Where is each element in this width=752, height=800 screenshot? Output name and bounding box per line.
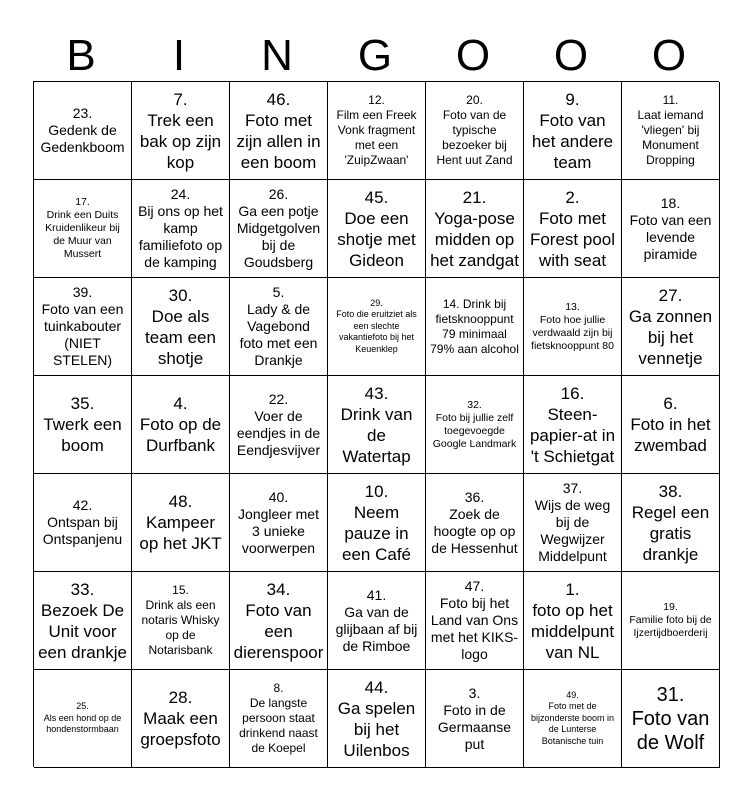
bingo-cell[interactable]: 24. Bij ons op het kamp familiefoto op de kamping	[132, 180, 230, 278]
bingo-cell[interactable]: 9. Foto van het andere team	[524, 82, 622, 180]
bingo-cell[interactable]: 10. Neem pauze in een Café	[328, 474, 426, 572]
bingo-cell[interactable]: 21. Yoga-pose midden op het zandgat	[426, 180, 524, 278]
bingo-cell[interactable]: 37. Wijs de weg bij de Wegwijzer Middelpunt	[524, 474, 622, 572]
bingo-cell[interactable]: 14. Drink bij fietsknooppunt 79 minimaal 79% aan alcohol	[426, 278, 524, 376]
bingo-cell[interactable]: 46. Foto met zijn allen in een boom	[230, 82, 328, 180]
bingo-cell[interactable]: 40. Jongleer met 3 unieke voorwerpen	[230, 474, 328, 572]
header-letter-b: B	[66, 31, 98, 80]
bingo-cell[interactable]: 25. Als een hond op de hondenstormbaan	[34, 670, 132, 768]
bingo-cell[interactable]: 26. Ga een potje Midgetgolven bij de Goudsberg	[230, 180, 328, 278]
header-letter-i: I	[172, 31, 188, 80]
bingo-cell[interactable]: 35. Twerk een boom	[34, 376, 132, 474]
bingo-header	[33, 30, 719, 82]
header-letter-g: G	[357, 31, 395, 80]
header-letter-n: N	[261, 31, 295, 80]
bingo-cell[interactable]: 27. Ga zonnen bij het vennetje	[622, 278, 720, 376]
bingo-cell[interactable]: 39. Foto van een tuinkabouter (NIET STELEN)	[34, 278, 132, 376]
bingo-cell[interactable]: 29. Foto die eruitziet als een slechte vakantiefoto bij het Keuenklep	[328, 278, 426, 376]
bingo-cell[interactable]: 30. Doe als team een shotje	[132, 278, 230, 376]
bingo-cell[interactable]: 31. Foto van de Wolf	[622, 670, 720, 768]
bingo-cell[interactable]: 22. Voer de eendjes in de Eendjesvijver	[230, 376, 328, 474]
bingo-cell[interactable]: 2. Foto met Forest pool with seat	[524, 180, 622, 278]
bingo-cell[interactable]: 16. Steen-papier-at in 't Schietgat	[524, 376, 622, 474]
bingo-cell[interactable]: 1. foto op het middelpunt van NL	[524, 572, 622, 670]
bingo-cell[interactable]: 42. Ontspan bij Ontspanjenu	[34, 474, 132, 572]
bingo-cell[interactable]: 19. Familie foto bij de Ijzertijdboerderij	[622, 572, 720, 670]
bingo-cell[interactable]: 4. Foto op de Durfbank	[132, 376, 230, 474]
header-letter-o1: O	[455, 31, 493, 80]
header-letter-o2: O	[553, 31, 591, 80]
bingo-cell[interactable]: 5. Lady & de Vagebond foto met een Drankje	[230, 278, 328, 376]
bingo-cell[interactable]: 20. Foto van de typische bezoeker bij Hent uut Zand	[426, 82, 524, 180]
bingo-cell[interactable]: 17. Drink een Duits Kruidenlikeur bij de Muur van Mussert	[34, 180, 132, 278]
bingo-cell[interactable]: 13. Foto hoe jullie verdwaald zijn bij fietsknooppunt 80	[524, 278, 622, 376]
bingo-cell[interactable]: 7. Trek een bak op zijn kop	[132, 82, 230, 180]
bingo-cell[interactable]: 32. Foto bij jullie zelf toegevoegde Google Landmark	[426, 376, 524, 474]
bingo-cell[interactable]: 41. Ga van de glijbaan af bij de Rimboe	[328, 572, 426, 670]
bingo-cell[interactable]: 33. Bezoek De Unit voor een drankje	[34, 572, 132, 670]
bingo-cell[interactable]: 48. Kampeer op het JKT	[132, 474, 230, 572]
bingo-cell[interactable]: 47. Foto bij het Land van Ons met het KIKS-logo	[426, 572, 524, 670]
bingo-cell[interactable]: 36. Zoek de hoogte op op de Hessenhut	[426, 474, 524, 572]
bingo-cell[interactable]: 11. Laat iemand 'vliegen' bij Monument Dropping	[622, 82, 720, 180]
bingo-cell[interactable]: 44. Ga spelen bij het Uilenbos	[328, 670, 426, 768]
bingo-cell[interactable]: 38. Regel een gratis drankje	[622, 474, 720, 572]
bingo-cell[interactable]: 15. Drink als een notaris Whisky op de Notarisbank	[132, 572, 230, 670]
bingo-cell[interactable]: 8. De langste persoon staat drinkend naast de Koepel	[230, 670, 328, 768]
bingo-cell[interactable]: 6. Foto in het zwembad	[622, 376, 720, 474]
bingo-cell[interactable]: 34. Foto van een dierenspoor	[230, 572, 328, 670]
header-letter-o3: O	[651, 31, 689, 80]
bingo-cell[interactable]: 23. Gedenk de Gedenkboom	[34, 82, 132, 180]
bingo-cell[interactable]: 3. Foto in de Germaanse put	[426, 670, 524, 768]
bingo-cell[interactable]: 49. Foto met de bijzonderste boom in de Lunterse Botanische tuin	[524, 670, 622, 768]
bingo-cell[interactable]: 28. Maak een groepsfoto	[132, 670, 230, 768]
bingo-cell[interactable]: 18. Foto van een levende piramide	[622, 180, 720, 278]
bingo-cell[interactable]: 43. Drink van de Watertap	[328, 376, 426, 474]
bingo-cell[interactable]: 45. Doe een shotje met Gideon	[328, 180, 426, 278]
bingo-grid	[33, 81, 719, 767]
bingo-cell[interactable]: 12. Film een Freek Vonk fragment met een 'ZuipZwaan'	[328, 82, 426, 180]
